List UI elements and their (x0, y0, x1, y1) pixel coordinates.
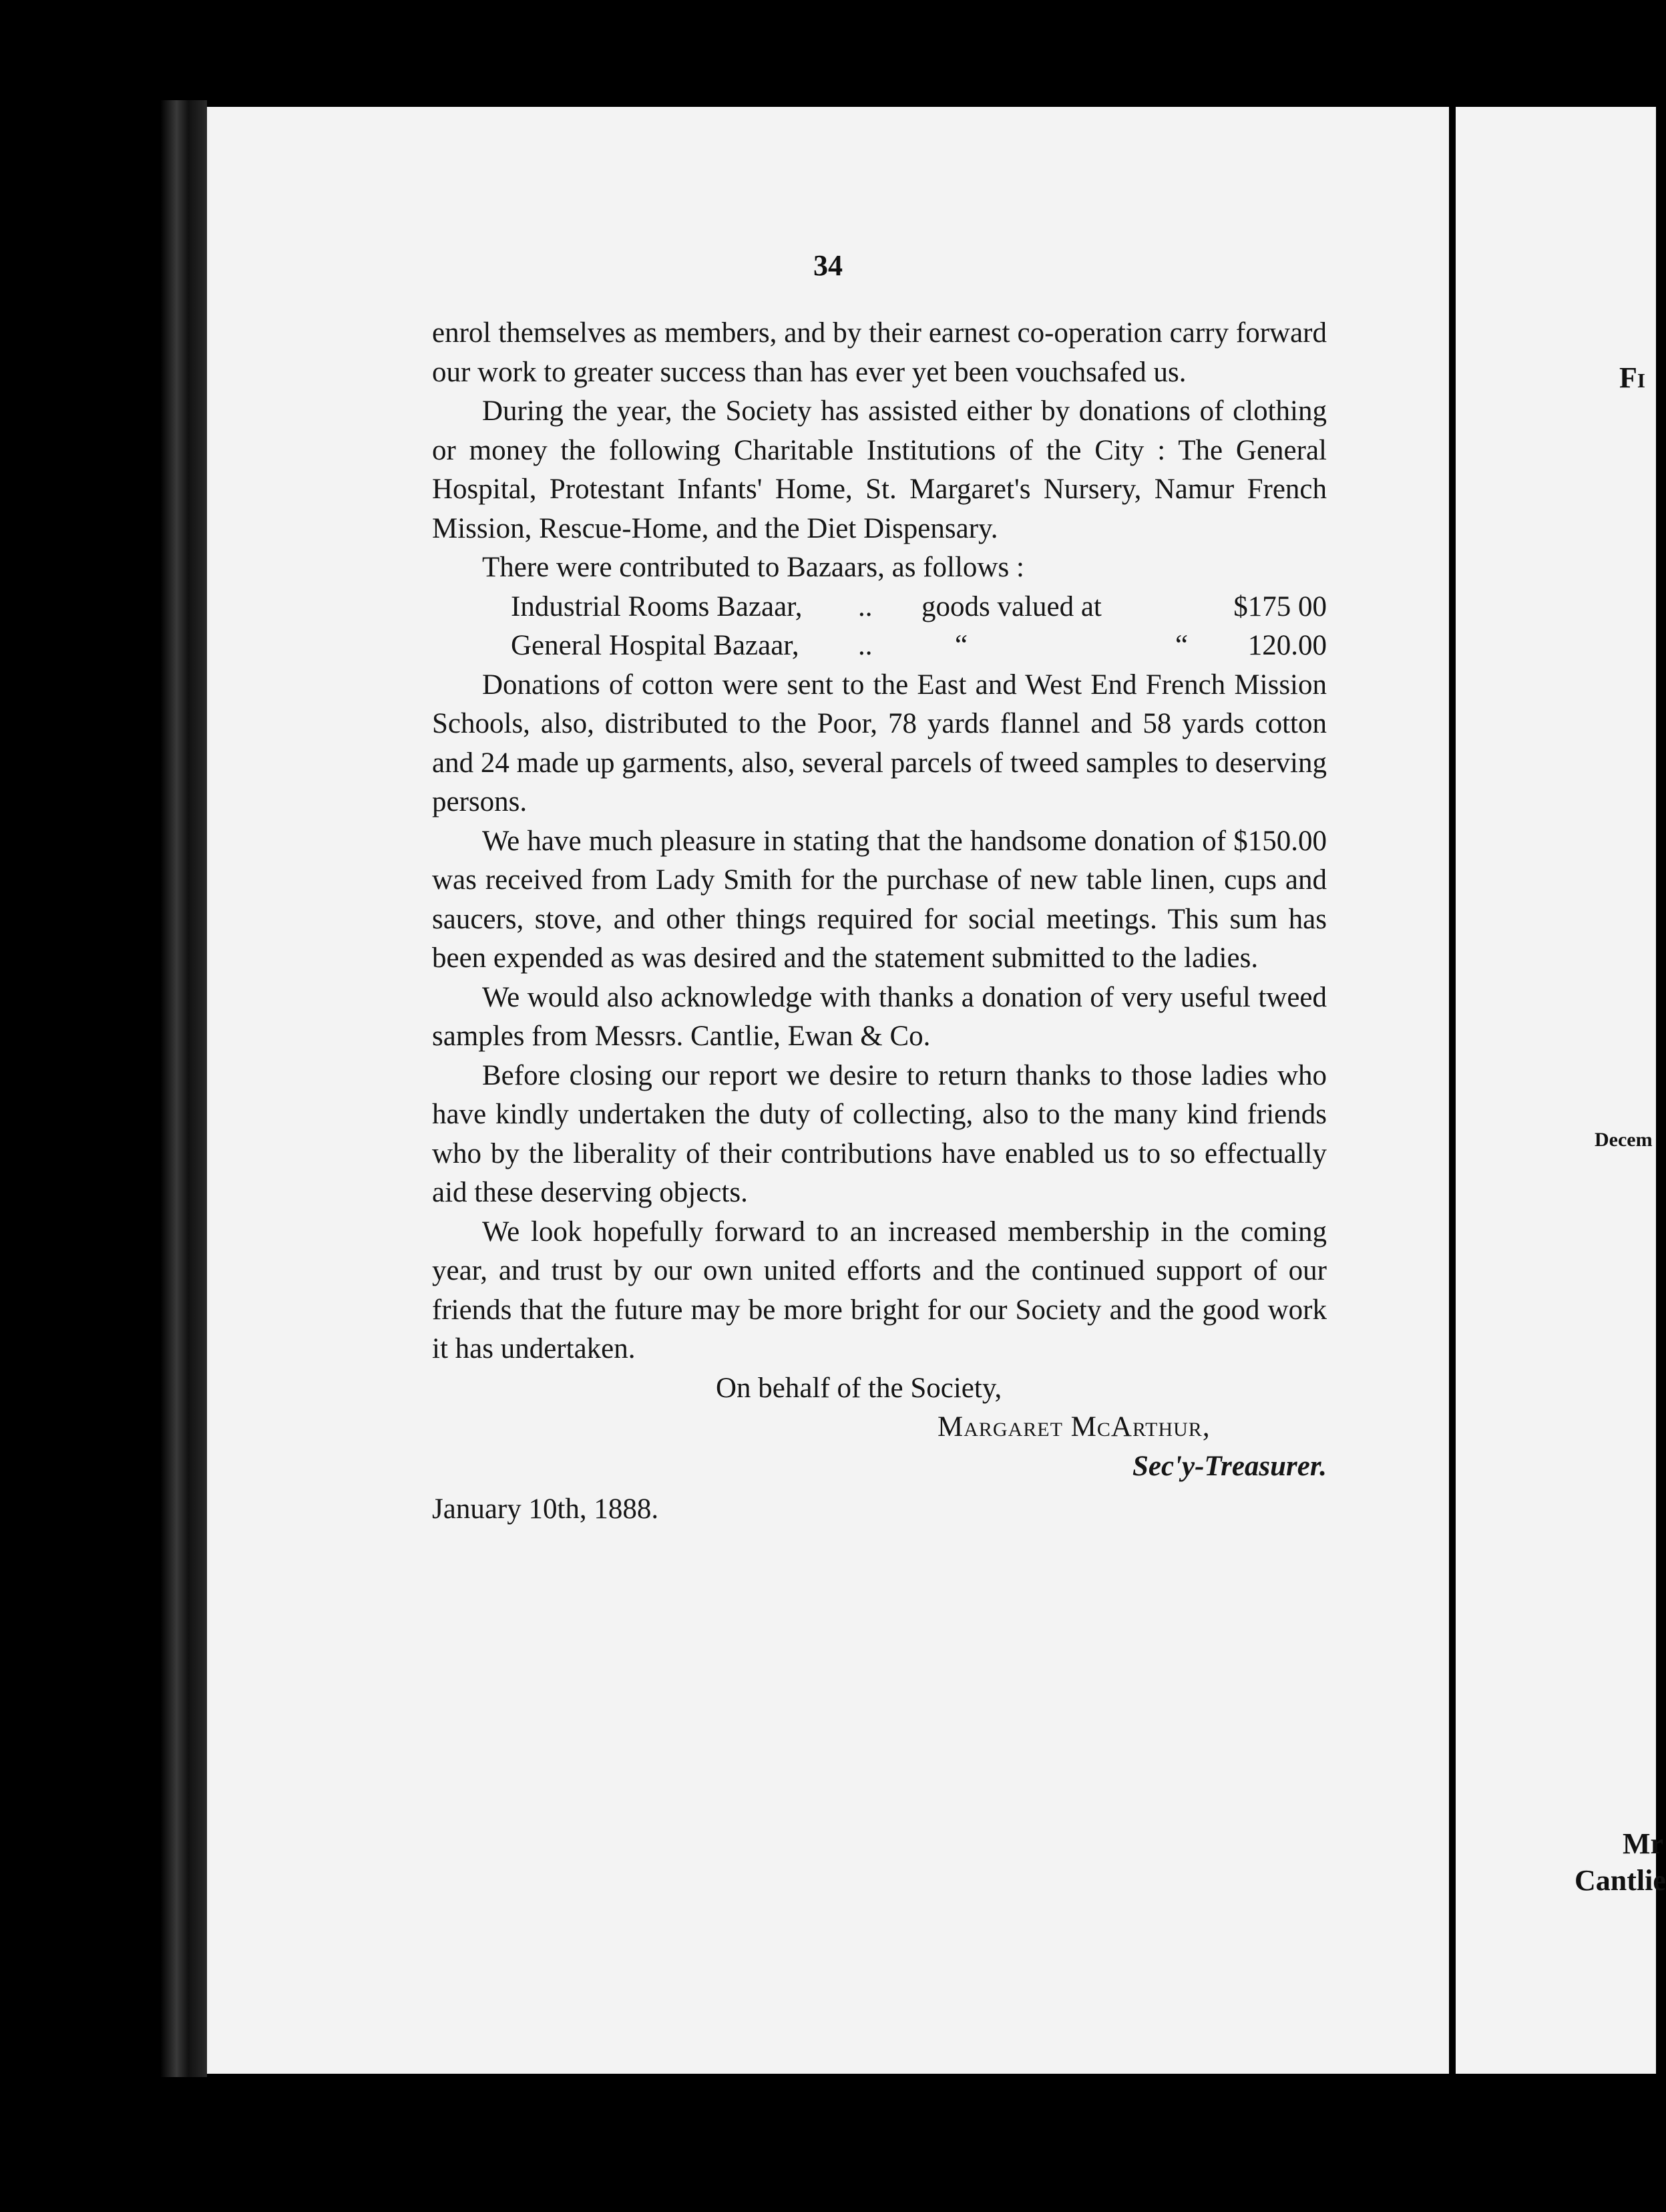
paragraph-bazaars-intro: There were contributed to Bazaars, as follows : (482, 552, 1024, 583)
adjacent-fragment-name-2: Cantlie (1575, 1864, 1666, 1897)
bazaar-row (511, 626, 1327, 666)
bazaar-desc: goods valued at (921, 590, 1102, 622)
book-spine (160, 100, 207, 2077)
signatory-name: Margaret McArthur, (938, 1411, 1211, 1443)
adjacent-fragment-name: Mr (1623, 1827, 1664, 1860)
bazaar-name: Industrial Rooms Bazaar, (511, 590, 803, 622)
bazaar-leader: .. (858, 630, 873, 661)
intro-paragraph: enrol themselves as members, and by their earnest co-operation carry forward our work to greater success than has ever yet been vouchsafed us. (432, 317, 1327, 388)
page-number: 34 (813, 249, 843, 282)
bazaar-leader: .. (858, 590, 873, 622)
paragraph-lady-smith: We have much pleasure in stating that the handsome donation of $150.00 was received from Lady Smith for the purchase of new table linen, cups and saucers, stove, and other things required for social meetings. This sum has been expended as was desired and the statement submitted to the ladies. (432, 825, 1327, 974)
bazaar-amount: $175 00 (1233, 590, 1327, 622)
paragraph-acknowledgement: We would also acknowledge with thanks a donation of very useful tweed samples from Messrs. Cantlie, Ewan & Co. (432, 981, 1327, 1052)
paragraph-outlook: We look hopefully forward to an increased membership in the coming year, and trust by our own united efforts and the continued support of our friends that the future may be more bright for our Society and the good work it has undertaken. (432, 1216, 1327, 1364)
bazaar-ditto-2: “ (1175, 630, 1189, 661)
closing-behalf: On behalf of the Society, (716, 1372, 1002, 1404)
adjacent-fragment-date: Decem (1595, 1129, 1653, 1151)
bazaar-amount: 120.00 (1247, 630, 1327, 661)
adjacent-fragment-heading: Fi (1619, 361, 1645, 394)
signatory-title: Sec'y-Treasurer. (1132, 1450, 1327, 1482)
paragraph-donations: Donations of cotton were sent to the East and West End French Mission Schools, also, distributed to the Poor, 78 yards flannel and 58 yards cotton and 24 made up garments, also, several parcels of tweed samples to deserving persons. (432, 669, 1327, 817)
bazaar-row (511, 588, 1327, 627)
paragraph-institutions: During the year, the Society has assisted either by donations of clothing or money the following Charitable Institutions of the City : The General Hospital, Protestant Infants' Home, St. Margaret's Nursery, Namur French Mission, Rescue-Home, and the Diet Dispensary. (432, 395, 1327, 544)
bazaar-name: General Hospital Bazaar, (511, 630, 799, 661)
report-date: January 10th, 1888. (432, 1493, 659, 1525)
adjacent-page (1456, 107, 1666, 2074)
paragraph-thanks: Before closing our report we desire to return thanks to those ladies who have kindly undertaken the duty of collecting, also to the many kind friends who by the liberality of their contributions have enabled us to so effectually aid these deserving objects. (432, 1059, 1327, 1208)
report-text (432, 314, 1327, 1529)
bazaar-ditto: “ (955, 630, 968, 661)
